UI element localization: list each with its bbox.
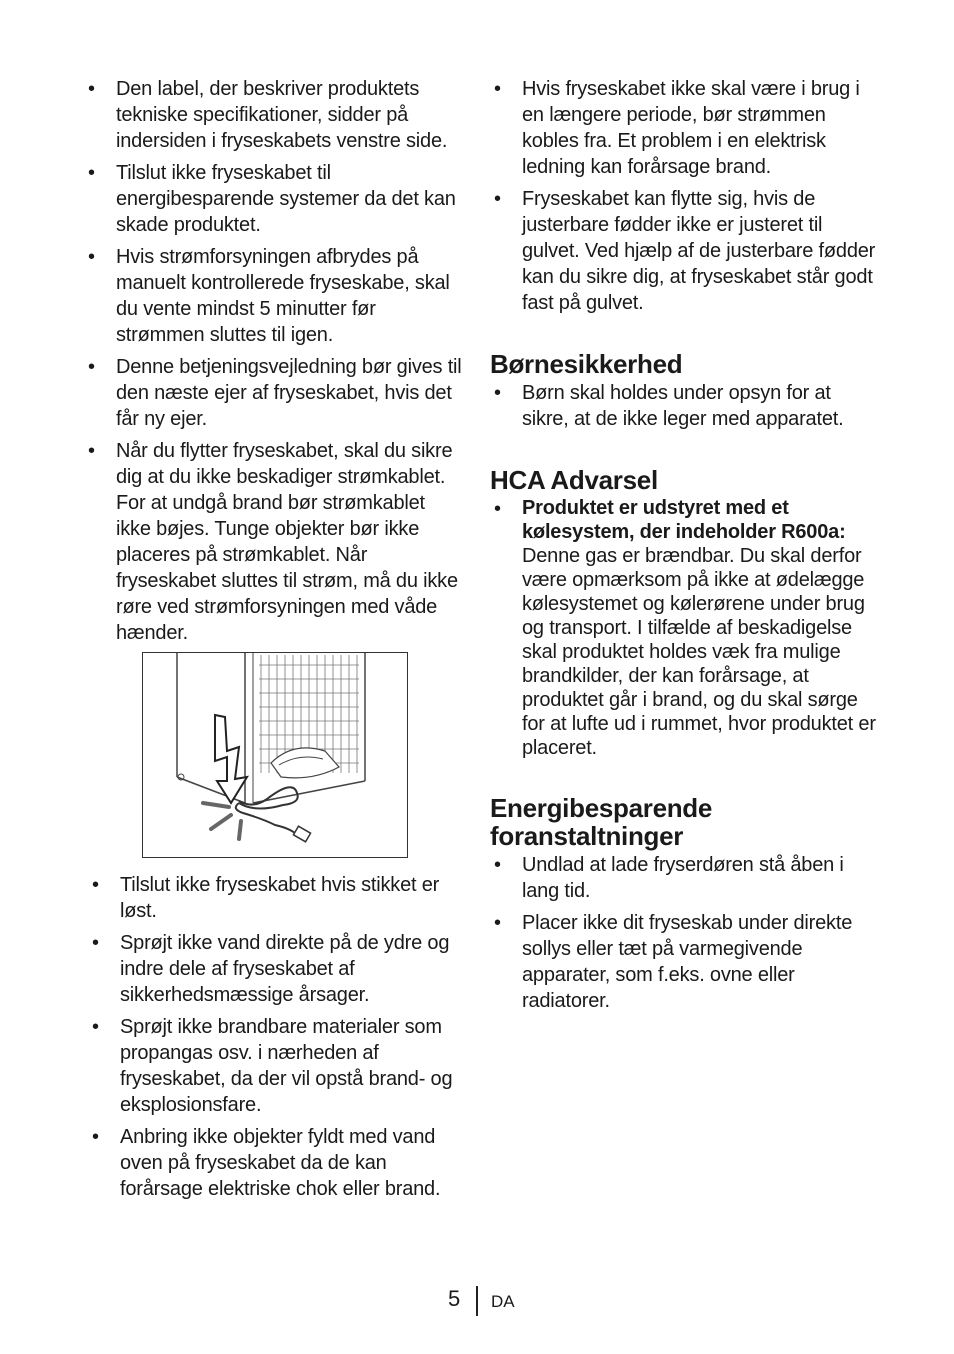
child-safety-list: [490, 380, 880, 432]
list-item: • Hvis fryseskabet ikke skal være i brug i en længere periode, bør strømmen kobles fra. Et problem i en elektrisk ledning kan forårsage brand.: [494, 78, 860, 178]
bullet-icon: •: [92, 932, 99, 954]
hca-list: [490, 496, 880, 760]
list-item: • Tilslut ikke fryseskabet hvis stikket er løst.: [92, 874, 440, 922]
energy-section: [490, 794, 880, 1014]
power-cord-illustration: [142, 652, 408, 858]
list-item: • Anbring ikke objekter fyldt med vand oven på fryseskabet da de kan forårsage elektriske chok eller brand.: [92, 1126, 441, 1200]
section-heading: HCA Advarsel: [490, 465, 658, 495]
bullet-icon: •: [494, 188, 501, 210]
hca-body: Denne gas er brændbar. Du skal derfor være opmærksom på ikke at ødelægge kølesystemet og kølerørene under brug og transport. I tilfælde af beskadigelse skal produktet holdes væk fra mulige brandkilder, der kan forårsage, at produktet går i brand, og du skal sørge for at lufte ud i rummet, hvor produktet er placeret.: [522, 545, 876, 759]
list-item: • Undlad at lade fryserdøren stå åben i lang tid.: [494, 854, 844, 902]
bullet-icon: •: [494, 382, 501, 404]
list-item: [490, 496, 880, 760]
bullet-icon: •: [494, 912, 501, 934]
list-item: • Tilslut ikke fryseskabet til energibesparende systemer da det kan skade produktet.: [88, 162, 456, 236]
hca-warning-section: [490, 466, 880, 760]
bullet-icon: •: [88, 78, 95, 100]
language-code: DA: [491, 1292, 515, 1311]
left-column: [84, 76, 464, 1208]
bullet-icon: •: [92, 1126, 99, 1148]
bullet-icon: •: [494, 78, 501, 100]
list-item: • Den label, der beskriver produktets tekniske specifikationer, sidder på indersiden i fryseskabets venstre side.: [88, 78, 448, 152]
left-bullets-top: [84, 76, 464, 646]
bullet-icon: •: [494, 498, 501, 520]
bullet-icon: •: [494, 854, 501, 876]
bullet-icon: •: [88, 162, 95, 184]
child-safety-section: [490, 350, 880, 432]
page-footer: [0, 1286, 954, 1316]
right-column: [490, 76, 880, 1020]
list-item: • Placer ikke dit fryseskab under direkte sollys eller tæt på varmegivende apparater, som f.eks. ovne eller radiatorer.: [494, 912, 853, 1012]
list-item: • Børn skal holdes under opsyn for at sikre, at de ikke leger med apparatet.: [494, 382, 844, 430]
bullet-icon: •: [88, 246, 95, 268]
left-bullets-bottom: [88, 872, 464, 1202]
bullet-icon: •: [88, 356, 95, 378]
list-item: • Når du flytter fryseskabet, skal du sikre dig at du ikke beskadiger strømkablet. For at undgå brand bør strømkablet ikke bøjes. Tunge objekter bør ikke placeres på strømkablet. Når fryseskabet sluttes til strøm, må du ikke røre ved strømforsyningen med våde hænder.: [88, 440, 458, 644]
bullet-icon: •: [88, 440, 95, 462]
hca-lead: Produktet er udstyret med et kølesystem, der indeholder R600a:: [522, 497, 846, 543]
section-heading: Børnesikkerhed: [490, 349, 683, 379]
list-item: • Denne betjeningsvejledning bør gives til den næste ejer af fryseskabet, hvis det får ny ejer.: [88, 356, 462, 430]
section-heading: Energibesparende foranstaltninger: [490, 793, 713, 851]
page-number: 5: [448, 1286, 461, 1311]
list-item: • Hvis strømforsyningen afbrydes på manuelt kontrollerede fryseskabe, skal du vente mindst 5 minutter før strømmen sluttes til igen.: [88, 246, 450, 346]
right-bullets-top: [490, 76, 880, 316]
energy-list: [490, 852, 880, 1014]
bullet-icon: •: [92, 874, 99, 896]
list-item: • Sprøjt ikke brandbare materialer som propangas osv. i nærheden af fryseskabet, da der vil opstå brand- og eksplosionsfare.: [92, 1016, 453, 1116]
footer-divider: [476, 1286, 478, 1316]
list-item: • Sprøjt ikke vand direkte på de ydre og indre dele af fryseskabet af sikkerhedsmæssige årsager.: [92, 932, 450, 1006]
list-item: • Fryseskabet kan flytte sig, hvis de justerbare fødder ikke er justeret til gulvet. Ved hjælp af de justerbare fødder kan du sikre dig, at fryseskabet står godt fast på gulvet.: [494, 188, 876, 314]
bullet-icon: •: [92, 1016, 99, 1038]
freezer-power-cord-icon: [143, 653, 408, 858]
